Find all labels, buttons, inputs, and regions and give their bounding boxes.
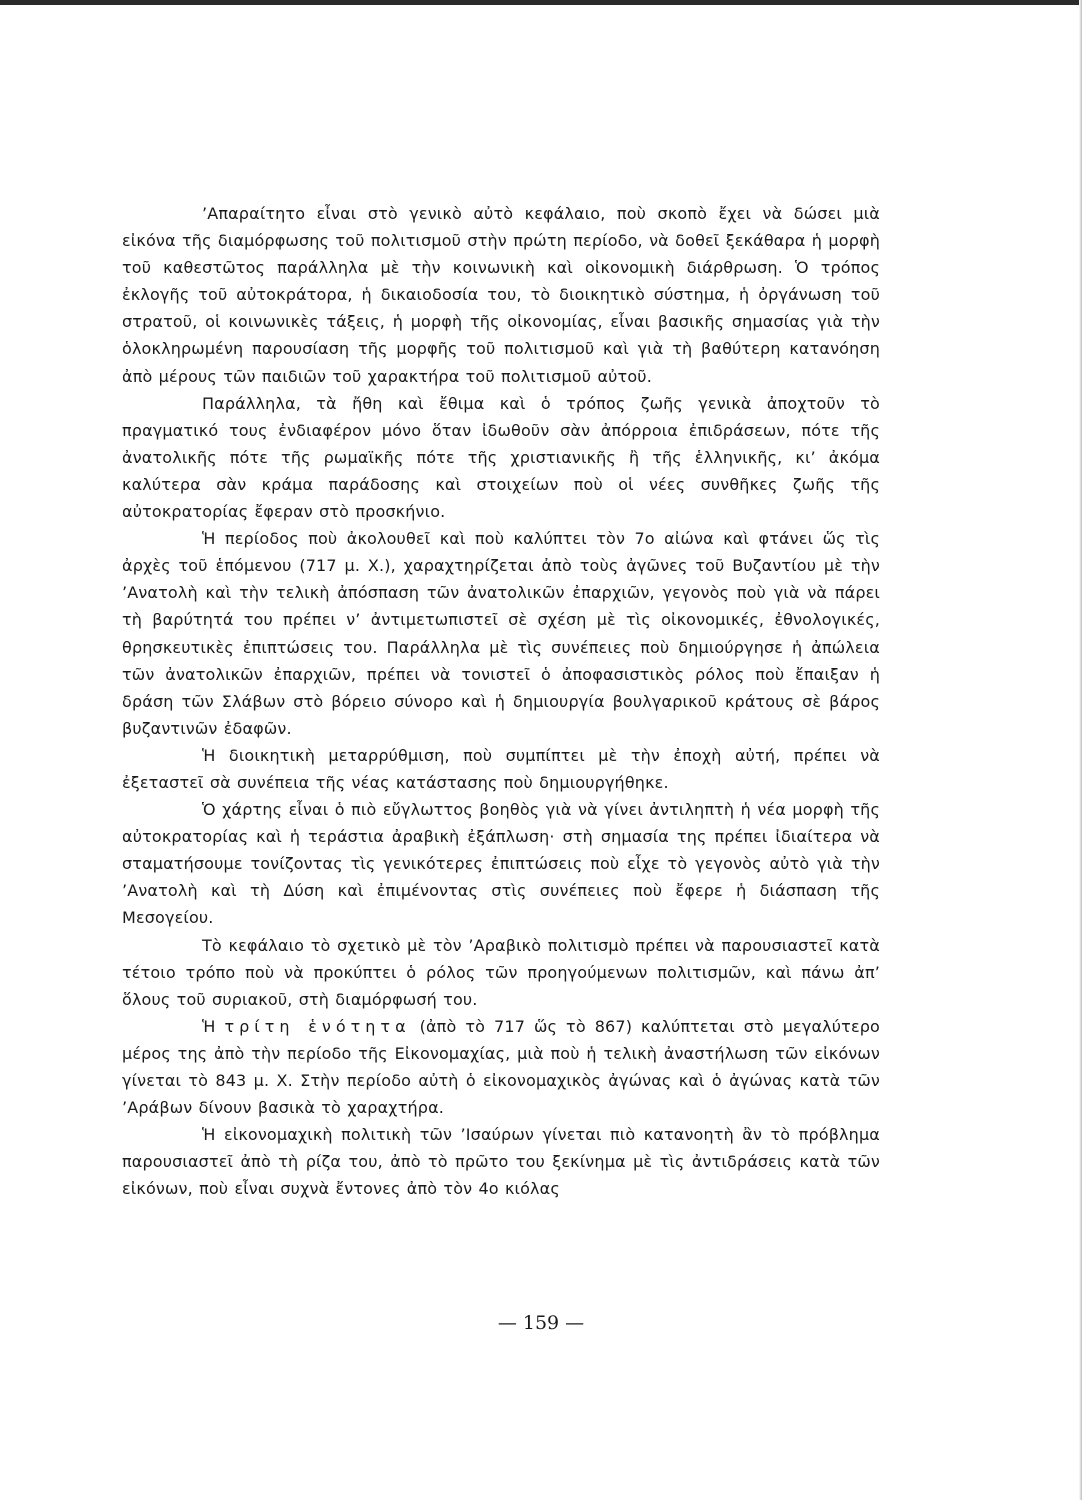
paragraph-8: Ἡ εἰκονομαχικὴ πολιτικὴ τῶν ’Ισαύρων γίνεται πιὸ κατανοητὴ ἂν τὸ πρόβλημα παρουσιαστεῖ ἀπὸ τὴ ρίζα του, ἀπὸ τὸ πρῶτο του ξεκίνημα μὲ τὶς ἀντιδράσεις κατὰ τῶν εἰκόνων, ποὺ εἶναι συχνὰ ἔντονες ἀπὸ τὸν 4ο κιόλας (122, 1125, 880, 1199)
page-number: — 159 — (497, 1312, 585, 1334)
body-text (122, 200, 880, 1202)
section-lead: Ἡ (202, 1016, 216, 1036)
paragraph-1: ’Απαραίτητο εἶναι στὸ γενικὸ αὐτὸ κεφάλαιο, ποὺ σκοπὸ ἔχει νὰ δώσει μιὰ εἰκόνα τῆς διαμόρφωσης τοῦ πολιτισμοῦ στὴν πρώτη περίοδο, νὰ δοθεῖ ξεκάθαρα ἡ μορφὴ τοῦ καθεστῶτος παράλληλα μὲ τὴν κοινωνικὴ καὶ οἰκονομικὴ διάρθρωση. Ὁ τρόπος ἐκλογῆς τοῦ αὐτοκράτορα, ἡ δικαιοδοσία του, τὸ διοικητικὸ σύστημα, ἡ ὀργάνωση τοῦ στρατοῦ, οἱ κοινωνικὲς τάξεις, ἡ μορφὴ τῆς οἰκονομίας, εἶναι βασικῆς σημασίας γιὰ τὴν ὁλοκληρωμένη παρουσίαση τῆς μορφῆς τοῦ πολιτισμοῦ καὶ γιὰ τὴ βαθύτερη κατανόηση ἀπὸ μέρους τῶν παιδιῶν τοῦ χαρακτήρα τοῦ πολιτισμοῦ αὐτοῦ. (122, 204, 880, 386)
top-scan-edge (0, 0, 1082, 5)
paragraph-4: Ἡ διοικητικὴ μεταρρύθμιση, ποὺ συμπίπτει μὲ τὴν ἐποχὴ αὐτή, πρέπει νὰ ἐξεταστεῖ σὰ συνέπεια τῆς νέας κατάστασης ποὺ δημιουργήθηκε. (122, 745, 880, 792)
section-title-spaced: τρίτη ἑνότητα (224, 1016, 411, 1036)
paragraph-2: Παράλληλα, τὰ ἤθη καὶ ἔθιμα καὶ ὁ τρόπος ζωῆς γενικὰ ἀποχτοῦν τὸ πραγματικό τους ἐνδιαφέρον μόνο ὅταν ἰδωθοῦν σὰν ἀπόρροια ἐπιδράσεων, πότε τῆς ἀνατολικῆς πότε τῆς ρωμαϊκῆς πότε τῆς χριστιανικῆς ἢ τῆς ἑλληνικῆς, κι’ ἀκόμα καλύτερα σὰν κράμα παράδοσης καὶ στοιχείων ποὺ οἱ νέες συνθῆκες ζωῆς τῆς αὐτοκρατορίας ἔφεραν στὸ προσκήνιο. (122, 393, 880, 522)
paragraph-5: Ὁ χάρτης εἶναι ὁ πιὸ εὔγλωττος βοηθὸς γιὰ νὰ γίνει ἀντιληπτὴ ἡ νέα μορφὴ τῆς αὐτοκρατορίας καὶ ἡ τεράστια ἀραβικὴ ἐξάπλωση· στὴ σημασία της πρέπει ἰδιαίτερα νὰ σταματήσουμε τονίζοντας τὶς γενικότερες ἐπιπτώσεις ποὺ εἶχε τὸ γεγονὸς αὐτὸ γιὰ τὴν ’Ανατολὴ καὶ τὴ Δύση καὶ ἐπιμένοντας στὶς συνέπειες ποὺ ἔφερε ἡ διάσπαση τῆς Μεσογείου. (122, 800, 880, 928)
section-body: (ἀπὸ τὸ 717 ὥς τὸ 867) καλύπτεται στὸ μεγαλύτερο μέρος της ἀπὸ τὴν περίοδο τῆς Εἰκονομαχίας, μιὰ ποὺ ἡ τελικὴ ἀναστήλωση τῶν εἰκόνων γίνεται τὸ 843 μ. Χ. Στὴν περίοδο αὐτὴ ὁ εἰκονομαχικὸς ἀγώνας καὶ ὁ ἀγώνας κατὰ τῶν ’Αράβων δίνουν βασικὰ τὸ χαραχτήρα. (122, 1016, 880, 1118)
paragraph-6: Τὸ κεφάλαιο τὸ σχετικὸ μὲ τὸν ’Αραβικὸ πολιτισμὸ πρέπει νὰ παρουσιαστεῖ κατὰ τέτοιο τρόπο ποὺ νὰ προκύπτει ὁ ρόλος τῶν προηγούμενων πολιτισμῶν, καὶ πάνω ἀπ’ ὅλους τοῦ συριακοῦ, στὴ διαμόρφωσή του. (122, 935, 880, 1009)
paragraph-3: Ἡ περίοδος ποὺ ἀκολουθεῖ καὶ ποὺ καλύπτει τὸν 7ο αἰώνα καὶ φτάνει ὥς τὶς ἀρχὲς τοῦ ἑπόμενου (717 μ. Χ.), χαραχτηρίζεται ἀπὸ τοὺς ἀγῶνες τοῦ Βυζαντίου μὲ τὴν ’Ανατολὴ καὶ τὴν τελικὴ ἀπόσπαση τῶν ἀνατολικῶν ἐπαρχιῶν, γεγονὸς ποὺ γιὰ νὰ πάρει τὴ βαρύτητά του πρέπει ν’ ἀντιμετωπιστεῖ σὲ σχέση μὲ τὶς οἰκονομικές, ἐθνολογικές, θρησκευτικὲς ἐπιπτώσεις του. Παράλληλα μὲ τὶς συνέπειες ποὺ δημιούργησε ἡ ἀπώλεια τῶν ἀνατολικῶν ἐπαρχιῶν, πρέπει νὰ τονιστεῖ ὁ ἀποφασιστικὸς ρόλος ποὺ ἔπαιξαν ἡ δράση τῶν Σλάβων στὸ βόρειο σύνορο καὶ ἡ δημιουργία βουλγαρικοῦ κράτους σὲ βάρος βυζαντινῶν ἐδαφῶν. (122, 529, 880, 738)
paragraph-7 (122, 1013, 880, 1121)
